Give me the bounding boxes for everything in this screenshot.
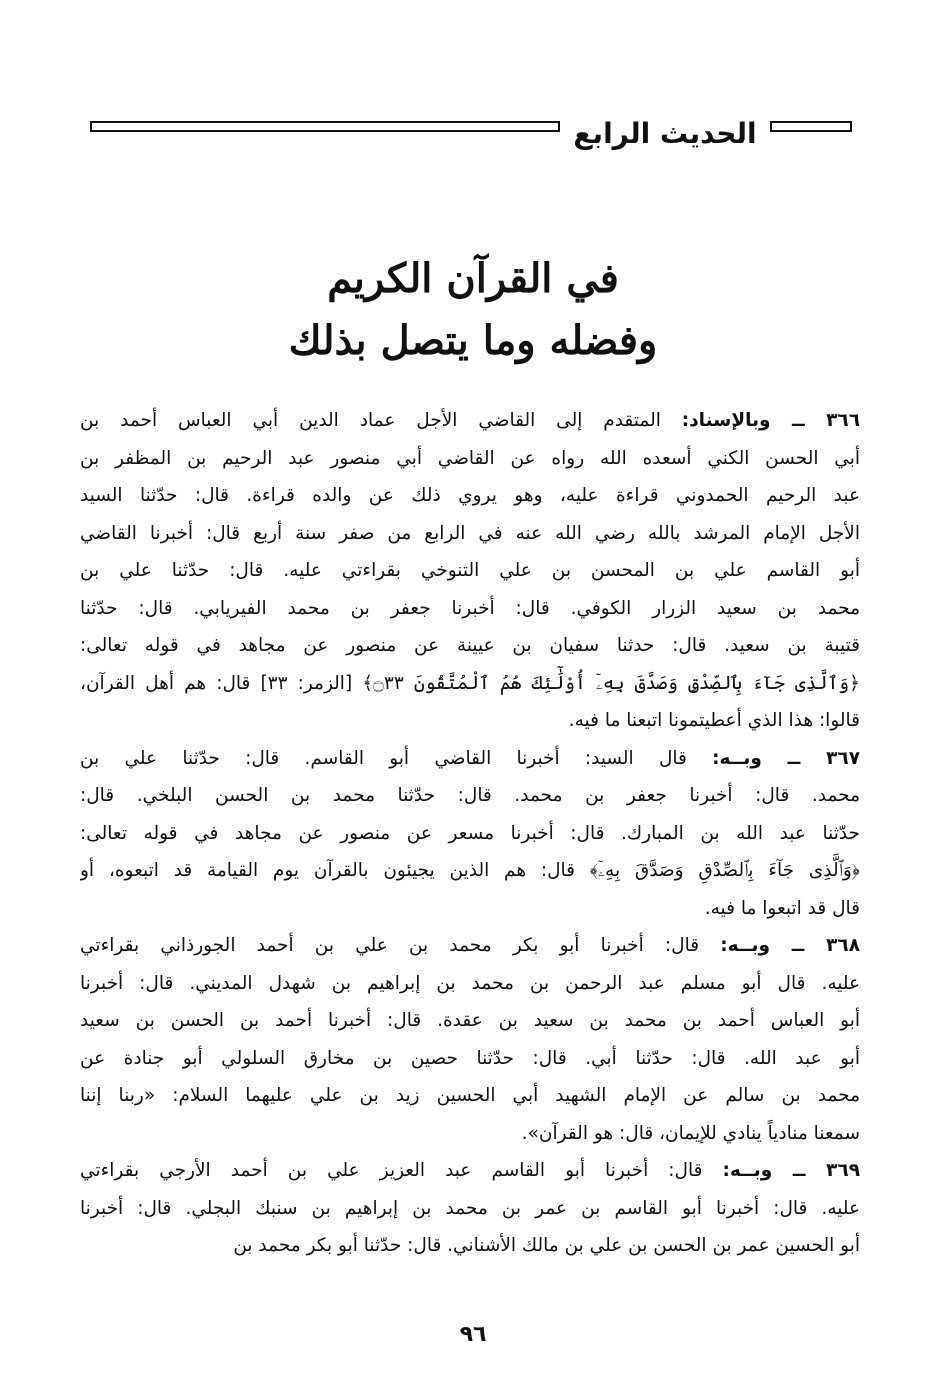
text-line [80,927,860,965]
chapter-title [150,248,796,372]
quran-verse: ﴿وَٱلَّذِى جَآءَ بِٱلصِّدْقِ وَصَدَّقَ بِهِۦٓ أُوْلَٰٓئِكَ هُمُ ٱلْمُتَّقُونَ ۝٣٣﴾ [362,672,860,694]
text-line: أبو عبد الله. قال: حدّثنا أبي. قال: حدّثنا حصين بن مخارق السلولي أبو جنادة عن [80,1047,860,1069]
text-segment: قال: أخبرنا أبو بكر محمد بن علي بن أحمد الجورذاني بقراءتي [80,935,721,956]
text-line: أبو العباس أحمد بن محمد بن سعيد بن عقدة. قال: أخبرنا أحمد بن الحسن بن سعيد [80,1010,860,1031]
text-line [80,852,860,890]
running-header-title: الحديث الرابع [573,117,757,150]
text-line: سمعنا منادياً ينادي للإيمان، قال: هو القرآن». [521,1122,860,1144]
text-line: محمد بن سالم عن الإمام الشهيد أبي الحسين زيد بن علي عليهما السلام: «ربنا إننا [80,1085,860,1106]
text-segment: قال السيد: أخبرنا القاضي أبو القاسم. قال: حدّثنا علي بن [80,747,713,769]
text-line [80,1152,860,1190]
text-line: عليه. قال أبو مسلم عبد الرحمن بن محمد بن إبراهيم بن شهدل المديني. قال: أخبرنا [80,972,860,994]
header-rule-long [90,121,560,132]
text-line: أبو الحسين عمر بن الحسن بن علي بن مالك الأشناني. قال: حدّثنا أبو بكر محمد بن [233,1235,860,1256]
hadith-number: ٣٦٧ ــ وبــه: [712,747,860,769]
hadith-number: ٣٦٨ ــ وبــه: [720,935,860,956]
text-line: عليه. قال: أخبرنا أبو القاسم بن عمر بن محمد بن إبراهيم بن سنبك البجلي. قال: أخبرنا [80,1197,860,1219]
text-line: عبد الرحيم الحمدوني قراءة عليه، وهو يروي ذلك عن والده قراءة. قال: حدّثنا السيد [80,485,860,506]
hadith-number: ٣٦٩ ــ وبــه: [722,1160,860,1181]
header-rule-short [770,121,852,132]
text-line: قالوا: هذا الذي أعطيتمونا اتبعنا ما فيه. [568,710,860,731]
text-line [80,665,860,703]
chapter-title-line-1: في القرآن الكريم [327,255,619,302]
hadith-number: ٣٦٦ ــ وبالإسناد: [681,410,860,431]
text-line: محمد بن سعيد الزرار الكوفي. قال: أخبرنا جعفر بن محمد الفيريابي. قال: حدّثنا [80,597,860,619]
text-line: قال قد اتبعوا ما فيه. [704,897,860,919]
chapter-title-line-2: وفضله وما يتصل بذلك [288,317,658,364]
text-segment: قال: هم الذين يجيئون بالقرآن يوم القيامة قد اتبعوه، أو [80,860,590,881]
text-line: محمد. قال: أخبرنا جعفر بن محمد. قال: حدّثنا محمد بن الحسن البلخي. قال: [80,785,860,806]
text-segment: المتقدم إلى القاضي الأجل عماد الدين أبي العباس أحمد بن [80,410,682,431]
text-line: أبي الحسن الكني أسعده الله رواه عن القاضي أبي منصور عبد الرحيم بن المظفر بن [80,447,860,469]
text-segment: [الزمر: ٣٣] قال: هم أهل القرآن، [80,672,363,694]
text-line [80,402,860,440]
text-line: أبو القاسم علي بن المحسن بن علي التنوخي بقراءتي عليه. قال: حدّثنا علي بن [80,560,860,581]
page-number: ٩٦ [459,1322,487,1347]
text-line: حدّثنا عبد الله بن المبارك. قال: أخبرنا مسعر عن منصور عن مجاهد في قوله تعالى: [80,822,860,844]
body-text [80,402,860,1265]
text-line: الأجل الإمام المرشد بالله رضي الله عنه في الرابع من صفر سنة أربع قال: أخبرنا القاضي [80,522,860,544]
text-segment: قال: أخبرنا أبو القاسم عبد العزيز علي بن أحمد الأرجي بقراءتي [80,1160,723,1181]
text-line [80,740,860,778]
text-line: قتيبة بن سعيد. قال: حدثنا سفيان بن عيينة عن منصور عن مجاهد في قوله تعالى: [80,635,860,656]
quran-verse: ﴿وَٱلَّذِى جَآءَ بِٱلصِّدْقِ وَصَدَّقَ بِهِۦٓ﴾ [589,860,860,881]
